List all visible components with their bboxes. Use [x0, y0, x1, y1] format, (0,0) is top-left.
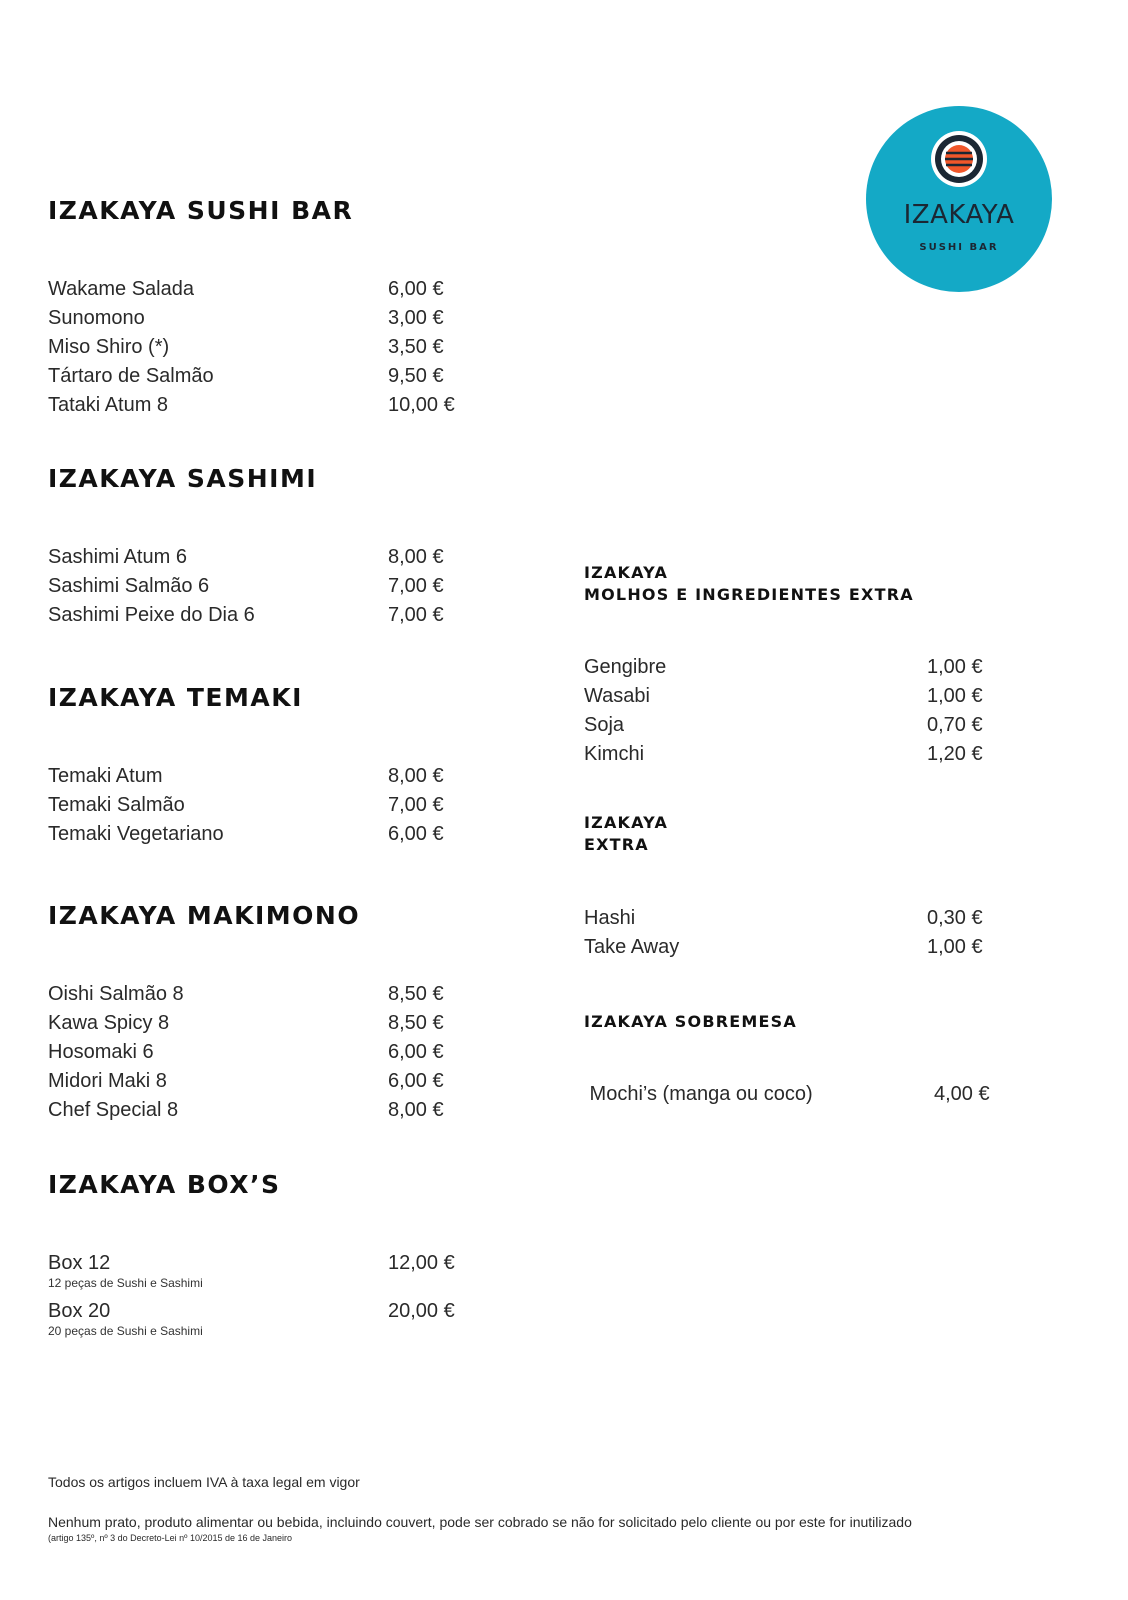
- section-title-makimono: IZAKAYA MAKIMONO: [48, 901, 361, 930]
- item-price: 1,00 €: [927, 656, 983, 678]
- item-name: Midori Maki 8: [48, 1070, 167, 1092]
- item-name: Sunomono: [48, 307, 145, 329]
- item-price: 8,00 €: [388, 1099, 444, 1121]
- vat-note: Todos os artigos incluem IVA à taxa legal em vigor: [48, 1474, 360, 1490]
- item-price: 8,00 €: [388, 546, 444, 568]
- section-title-line: IZAKAYA: [584, 813, 669, 832]
- item-price: 1,00 €: [927, 936, 983, 958]
- item-price: 7,00 €: [388, 575, 444, 597]
- item-name: Wakame Salada: [48, 278, 194, 300]
- couvert-note: Nenhum prato, produto alimentar ou bebida, incluindo couvert, pode ser cobrado se não for solicitado pelo cliente ou por este for inutilizado: [48, 1514, 912, 1530]
- item-price: 10,00 €: [388, 394, 455, 416]
- section-title-sauces: [584, 562, 914, 606]
- item-name: Temaki Salmão: [48, 794, 185, 816]
- item-name: Hosomaki 6: [48, 1041, 154, 1063]
- item-name: Sashimi Salmão 6: [48, 575, 210, 597]
- item-name: Temaki Vegetariano: [48, 823, 224, 845]
- section-title-dessert: [584, 1011, 797, 1033]
- section-title-line: IZAKAYA SOBREMESA: [584, 1012, 797, 1031]
- item-price: 1,00 €: [927, 685, 983, 707]
- item-price: 0,70 €: [927, 714, 983, 736]
- item-price: 3,50 €: [388, 336, 444, 358]
- item-name: Wasabi: [584, 685, 650, 707]
- section-title-line: MOLHOS E INGREDIENTES EXTRA: [584, 585, 914, 604]
- item-name: Take Away: [584, 936, 680, 958]
- item-price: 6,00 €: [388, 823, 444, 845]
- section-title-extra: [584, 812, 668, 856]
- item-name: Miso Shiro (*): [48, 336, 170, 358]
- item-name: Tataki Atum 8: [48, 394, 169, 416]
- item-name: Sashimi Atum 6: [48, 546, 187, 568]
- item-name: Gengibre: [584, 656, 667, 678]
- item-price: 12,00 €: [388, 1252, 455, 1274]
- item-name: Oishi Salmão 8: [48, 983, 184, 1005]
- item-price: 20,00 €: [388, 1300, 455, 1322]
- item-name: Soja: [584, 714, 625, 736]
- item-name: Kawa Spicy 8: [48, 1012, 170, 1034]
- item-price: 8,50 €: [388, 1012, 444, 1034]
- item-name: Kimchi: [584, 743, 645, 765]
- item-name: Chef Special 8: [48, 1099, 179, 1121]
- sushi-roll-icon: [929, 129, 989, 189]
- item-price: 0,30 €: [927, 907, 983, 929]
- item-name: Hashi: [584, 907, 636, 929]
- logo-tagline: SUSHI BAR: [919, 242, 999, 253]
- section-title-temaki: IZAKAYA TEMAKI: [48, 683, 303, 712]
- section-title-line: EXTRA: [584, 835, 649, 854]
- logo-wordmark: IZAKAYA: [903, 200, 1015, 230]
- section-title-line: IZAKAYA: [584, 563, 669, 582]
- item-price: 6,00 €: [388, 1041, 444, 1063]
- item-name: Box 12: [48, 1252, 111, 1274]
- item-price: 3,00 €: [388, 307, 444, 329]
- item-price: 1,20 €: [927, 743, 983, 765]
- section-title-boxes: IZAKAYA BOX’S: [48, 1170, 281, 1199]
- item-name: Temaki Atum: [48, 765, 163, 787]
- item-price: 8,50 €: [388, 983, 444, 1005]
- izakaya-logo: [866, 106, 1052, 292]
- item-price: 8,00 €: [388, 765, 444, 787]
- section-title-sushi-bar: IZAKAYA SUSHI BAR: [48, 196, 354, 225]
- section-title-sashimi: IZAKAYA SASHIMI: [48, 464, 318, 493]
- item-price: 9,50 €: [388, 365, 444, 387]
- item-price: 6,00 €: [388, 1070, 444, 1092]
- item-name: Box 20: [48, 1300, 111, 1322]
- item-price: 6,00 €: [388, 278, 444, 300]
- item-name: Mochi’s (manga ou coco): [584, 1083, 813, 1105]
- item-description: 20 peças de Sushi e Sashimi: [48, 1324, 203, 1338]
- item-description: 12 peças de Sushi e Sashimi: [48, 1276, 203, 1290]
- item-name: Sashimi Peixe do Dia 6: [48, 604, 255, 626]
- item-price: 7,00 €: [388, 794, 444, 816]
- item-name: Tártaro de Salmão: [48, 365, 214, 387]
- item-price: 7,00 €: [388, 604, 444, 626]
- item-price: 4,00 €: [934, 1083, 990, 1105]
- legal-reference: (artigo 135º, nº 3 do Decreto-Lei nº 10/2015 de 16 de Janeiro: [48, 1533, 293, 1543]
